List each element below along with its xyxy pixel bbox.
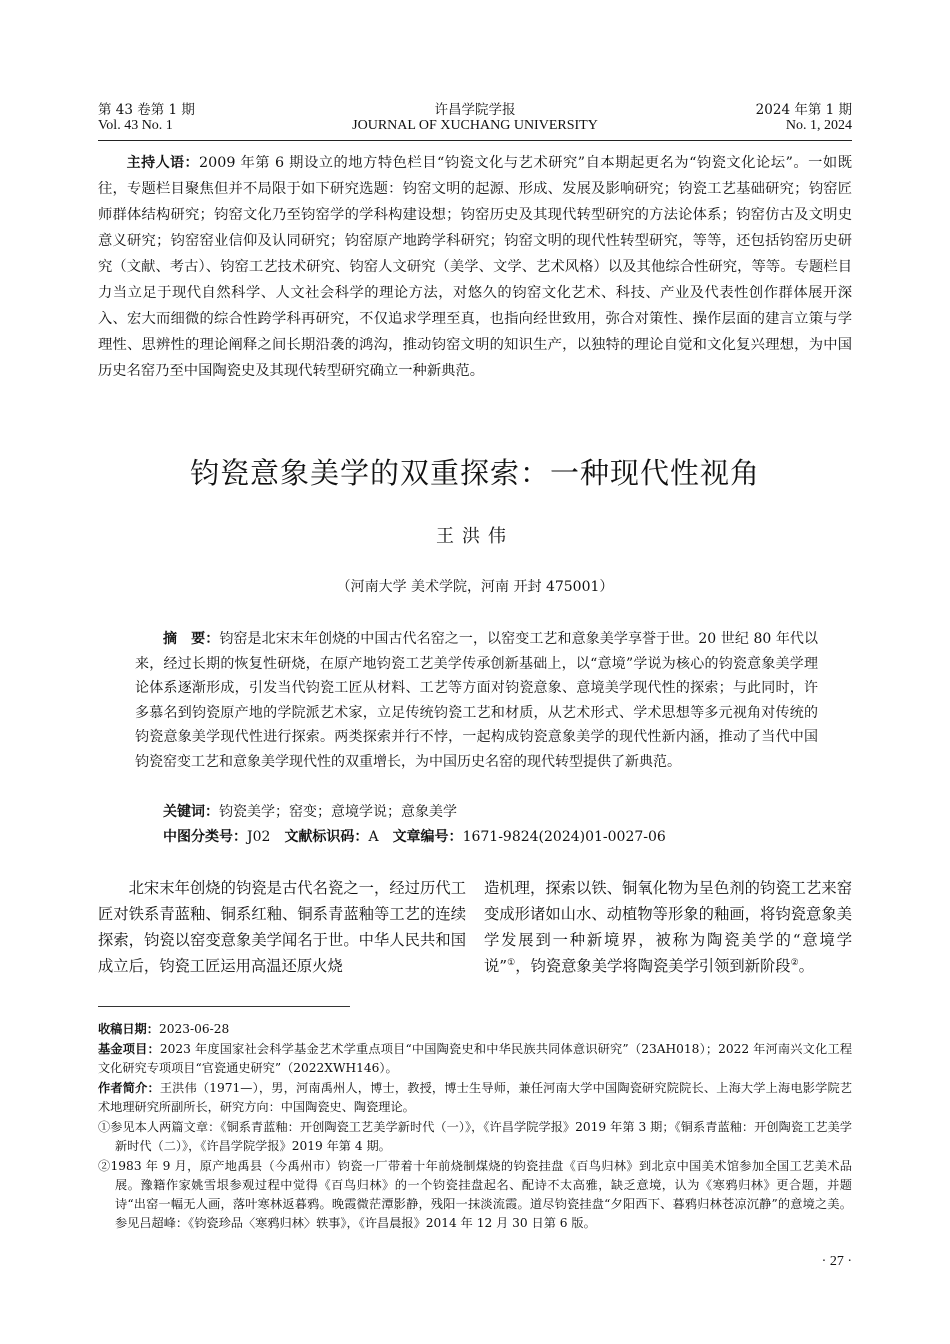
bio-value: 王洪伟（1971—），男，河南禹州人，博士，教授，博士生导师，兼任河南大学中国陶瓷研究院院长、上海大学上海电影学院艺术地理研究所副所长，研究方向：中国陶瓷史、陶瓷理论。 [98, 1081, 853, 1114]
author-affiliation: （河南大学 美术学院，河南 开封 475001） [336, 579, 614, 595]
host-note-label: 主持人语： [126, 155, 200, 171]
bio-label: 作者简介： [98, 1081, 160, 1095]
abstract-text: 钧窑是北宋末年创烧的中国古代名窑之一，以窑变工艺和意象美学享誉于世。20 世纪 80 年代以来，经过长期的恢复性研烧，在原产地钧瓷工艺美学传承创新基础上，以“意境”学说为核心的钧瓷意象美学理论体系逐渐形成，引发当代钧瓷工匠从材料、工艺等方面对钧瓷意象、意境美学现代性的探索；与此同时，许多慕名到钧瓷原产地的学院派艺术家，立足传统钧瓷工艺和材质，从艺术形式、学术思想等多元视角对传统的钧瓷意象美学现代性进行探索。两类探索并行不悖，一起构成钧瓷意象美学的现代性新内涵，推动了当代中国钧瓷窑变工艺和意象美学现代性的双重增长，为中国历史名窑的现代转型提供了新典范。 [135, 631, 818, 770]
body-right-text-b: ，钧瓷意象美学将陶瓷美学引领到新阶段 [515, 957, 791, 975]
footnote-ref-2[interactable]: ② [790, 957, 799, 968]
clc-label: 中图分类号： [163, 829, 247, 845]
body-column-left: 北宋末年创烧的钧瓷是古代名瓷之一，经过历代工匠对铁系青蓝釉、铜系红釉、铜系青蓝釉等工艺的连续探索，钧瓷以窑变意象美学闻名于世。中华人民共和国成立后，钧瓷工匠运用高温还原火烧 [98, 879, 466, 975]
host-note-text: 2009 年第 6 期设立的地方特色栏目“钧瓷文化与艺术研究”自本期起更名为“钧瓷文化论坛”。一如既往，专题栏目聚焦但并不局限于如下研究选题：钧窑文明的起源、形成、发展及影响研究；钧瓷工艺基础研究；钧窑匠师群体结构研究；钧窑文化乃至钧窑学的学科构建设想；钧窑历史及其现代转型研究的方法论体系；钧窑仿古及文明史意义研究；钧窑窑业信仰及认同研究；钧窑原产地跨学科研究；钧窑文明的现代性转型研究，等等，还包括钧窑历史研究（文献、考古）、钧窑工艺技术研究、钧窑人文研究（美学、文学、艺术风格）以及其他综合性研究，等等。专题栏目力当立足于现代自然科学、人文社会科学的理论方法，对悠久的钧窑文化艺术、科技、产业及代表性创作群体展开深入、宏大而细微的综合性跨学科再研究，不仅追求学理至真，也指向经世致用，弥合对策性、操作层面的建言立策与学理性、思辨性的理论阐释之间长期沿袭的鸿沟，推动钧窑文明的知识生产，以独特的理论自觉和文化复兴理想，为中国历史名窑乃至中国陶瓷史及其现代转型研究确立一种新典范。 [98, 155, 852, 379]
keywords-label: 关键词： [163, 804, 219, 820]
clc-value: J02 [247, 829, 271, 845]
doc-code-label: 文献标识码： [284, 829, 369, 845]
article-author: 王洪伟 [436, 526, 514, 547]
footnote-divider [98, 1006, 350, 1007]
body-right-text-c: 。 [798, 957, 814, 975]
fund-info [98, 1040, 852, 1078]
page-number: · 27 · [821, 1254, 852, 1269]
fund-label: 基金项目： [98, 1042, 160, 1056]
volume-issue-en: Vol. 43 No. 1 [98, 118, 173, 133]
host-note [98, 150, 852, 384]
article-no-value: 1671-9824(2024)01-0027-06 [462, 829, 666, 845]
footnote-1: ①参见本人两篇文章：《铜系青蓝釉：开创陶瓷工艺美学新时代（一）》，《许昌学院学报》2019 年第 3 期；《铜系青蓝釉：开创陶瓷工艺美学新时代（二）》，《许昌学院学报》2019 年第 4 期。 [98, 1120, 852, 1153]
received-label: 收稿日期： [98, 1022, 159, 1036]
issue-date-en: No. 1, 2024 [785, 118, 852, 133]
journal-name-en: JOURNAL OF XUCHANG UNIVERSITY [352, 118, 598, 133]
body-column-right [484, 875, 852, 979]
header-divider [98, 140, 852, 141]
doc-code-value: A [368, 829, 379, 845]
received-date [98, 1020, 852, 1039]
body-right-text-a: 造机理，探索以铁、铜氧化物为呈色剂的钧瓷工艺来窑变成形诸如山水、动植物等形象的釉画，将钧瓷意象美学发展到一种新境界，被称为陶瓷美学的“意境学说” [484, 879, 852, 975]
keywords [163, 800, 818, 824]
abstract-label: 摘 要： [163, 631, 220, 647]
classification-line [163, 825, 853, 849]
keywords-text: 钧瓷美学；窑变；意境学说；意象美学 [219, 804, 457, 820]
article-title: 钧瓷意象美学的双重探索：一种现代性视角 [189, 456, 760, 490]
author-bio [98, 1079, 852, 1117]
fund-value: 2023 年度国家社会科学基金艺术学重点项目“中国陶瓷史和中华民族共同体意识研究”（23AH018）；2022 年河南兴文化工程文化研究专项项目“官瓷通史研究”（2022XWH146）。 [98, 1042, 853, 1075]
issue-date-cn: 2024 年第 1 期 [755, 102, 852, 118]
footnote-2: ②1983 年 9 月，原产地禹县（今禹州市）钧瓷一厂带着十年前烧制煤烧的钧瓷挂盘《百鸟归林》到北京中国美术馆参加全国工艺美术品展。豫籍作家姚雪垠参观过程中觉得《百鸟归林》的一个钧瓷挂盘起名、配诗不太高雅，缺乏意境，认为《寒鸦归林》更合题，并题诗“出窑一幅无人画，落叶寒林返暮鸦。晚霞微茫潭影静，残阳一抹淡流霞。道尽钧瓷挂盘“夕阳西下、暮鸦归林苍凉沉静”的意境之美。参见吕超峰：《钧瓷珍品〈寒鸦归林〉轶事》，《许昌晨报》2014 年 12 月 30 日第 6 版。 [98, 1159, 852, 1230]
footnotes [98, 1020, 852, 1234]
journal-name-cn: 许昌学院学报 [434, 102, 516, 118]
abstract [135, 627, 818, 775]
received-value: 2023-06-28 [158, 1022, 230, 1036]
footnote-ref-1[interactable]: ① [507, 957, 516, 968]
article-no-label: 文章编号： [392, 829, 463, 845]
volume-issue-cn: 第 43 卷第 1 期 [98, 102, 195, 118]
